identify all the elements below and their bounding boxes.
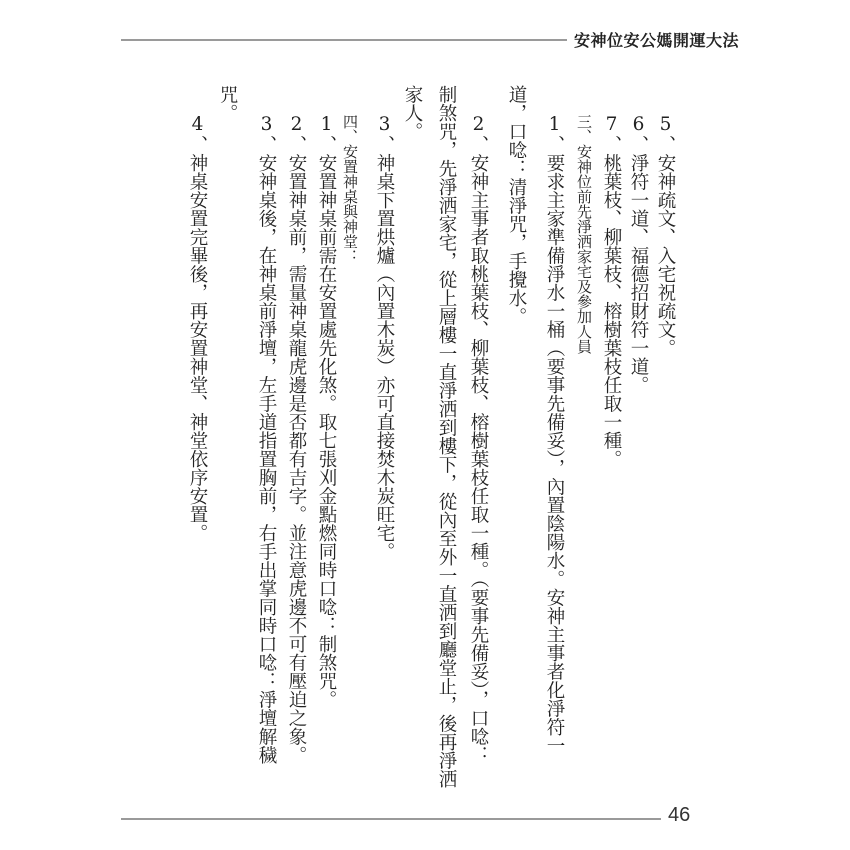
text-column-s3-item-1: 1、要求主家準備淨水一桶（要事先備妥），內置陰陽水。安神主事者化淨符一	[544, 114, 565, 755]
text-column-s4-item-3-cont: 咒。	[217, 85, 238, 122]
page-number: 46	[668, 804, 691, 826]
text-column-s4-item-3: 3、安神桌後，在神桌前淨壇，左手道指置胸前，右手出掌同時口唸：淨壇解穢	[256, 114, 277, 764]
text-column-s4-item-1: 1、安置神桌前需在安置處先化煞。取七張刈金點燃同時口唸：制煞咒。	[316, 114, 337, 709]
text-column-s3-item-2: 2、安神主事者取桃葉枝、柳葉枝、榕樹葉枝任取一種。（要事先備妥），口唸：	[468, 114, 489, 764]
section-heading-3: 三、安神位前先淨洒家宅及參加人員	[575, 114, 593, 354]
text-column-s3-item-2-cont: 制煞咒，先淨洒家宅，從上層樓一直淨洒到樓下，從內至外一直洒到廳堂止，後再淨洒	[436, 85, 457, 788]
header-rule	[121, 39, 567, 41]
text-column-s4-item-2: 2、安置神桌前，需量神桌龍虎邊是否都有吉字。並注意虎邊不可有壓迫之象。	[286, 114, 307, 764]
text-column-item-5: 5、安神疏文、入宅祝疏文。	[655, 114, 676, 357]
section-heading-4: 四、安置神桌與神堂：	[341, 114, 359, 264]
running-header-title: 安神位安公媽開運大法	[574, 31, 740, 50]
text-column-s4-item-4: 4、神桌安置完畢後，再安置神堂、神堂依序安置。	[187, 114, 208, 542]
text-column-item-6: 6、淨符一道、福德招財符一道。	[628, 114, 649, 394]
text-column-s3-item-2-cont2: 家人。	[402, 85, 423, 141]
footer-rule	[121, 818, 661, 820]
text-column-s3-item-1-cont: 道，口唸：清淨咒，手攪水。	[506, 85, 527, 326]
text-column-s3-item-3: 3、神桌下置烘爐（內置木炭）亦可直接焚木炭旺宅。	[374, 114, 395, 561]
text-column-item-7: 7、桃葉枝、柳葉枝、榕樹葉枝任取一種。	[601, 114, 622, 468]
